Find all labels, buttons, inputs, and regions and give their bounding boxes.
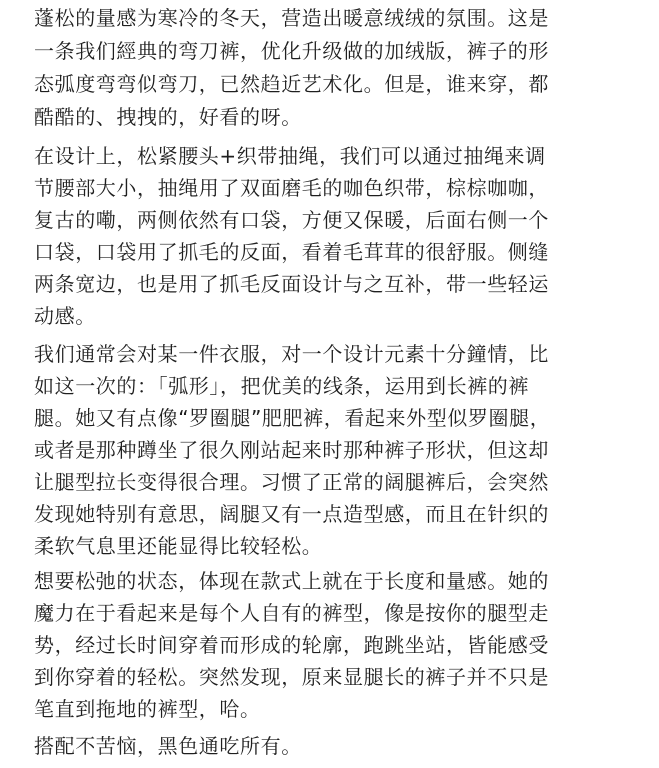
paragraph-line: 如这一次的：「弧形」，把优美的线条，运用到长裤的裤	[34, 374, 529, 398]
paragraph-line: 复古的嘞，两侧依然有口袋，方便又保暖，后面右侧一个	[34, 208, 549, 232]
paragraph-line: 在设计上，松紧腰头+织带抽绳，我们可以通过抽绳来调	[34, 144, 546, 168]
paragraph-line: 蓬松的量感为寒冷的冬天，营造出暖意绒绒的氛围。这是	[34, 6, 549, 30]
paragraph-line: 两条宽边，也是用了抓毛反面设计与之互补，带一些轻运	[34, 272, 549, 296]
paragraph-line: 我们通常会对某一件衣服，对一个设计元素十分鐘情，比	[34, 342, 549, 366]
paragraph-line: 酷酷的、拽拽的，好看的呀。	[34, 105, 302, 129]
paragraph-line: 让腿型拉长变得很合理。习惯了正常的阔腿裤后，会突然	[34, 470, 549, 494]
paragraph-line: 态弧度弯弯似弯刀，已然趋近艺术化。但是，谁来穿，都	[34, 72, 549, 96]
paragraph-line: 动感。	[34, 304, 96, 328]
paragraph-line: 一条我们經典的弯刀裤，优化升级做的加绒版，裤子的形	[34, 39, 549, 63]
paragraph-line: 到你穿着的轻松。突然发现，原来显腿长的裤子并不只是	[34, 665, 549, 689]
paragraph-line: 节腰部大小，抽绳用了双面磨毛的咖色织带，棕棕咖咖，	[34, 176, 549, 200]
paragraph-line: 发现她特别有意思，阔腿又有一点造型感，而且在针织的	[34, 502, 549, 526]
paragraph-line: 笔直到拖地的裤型，哈。	[34, 697, 261, 721]
paragraph-line: 魔力在于看起来是每个人自有的裤型，像是按你的腿型走	[34, 601, 549, 625]
paragraph-line: 势，经过长时间穿着而形成的轮廓，跑跳坐站，皆能感受	[34, 633, 549, 657]
paragraph-line: 想要松弛的状态，体现在款式上就在于长度和量感。她的	[34, 569, 549, 593]
paragraph-line: 柔软气息里还能显得比较轻松。	[34, 534, 323, 558]
paragraph-line: 搭配不苦恼，黑色通吃所有。	[34, 734, 302, 758]
paragraph-line: 或者是那种蹲坐了很久刚站起来时那种裤子形状，但这却	[34, 438, 549, 462]
paragraph-line: 腿。她又有点像“罗圈腿”肥肥裤，看起来外型似罗圈腿，	[34, 406, 551, 430]
paragraph-line: 口袋，口袋用了抓毛的反面，看着毛茸茸的很舒服。侧缝	[34, 240, 549, 264]
